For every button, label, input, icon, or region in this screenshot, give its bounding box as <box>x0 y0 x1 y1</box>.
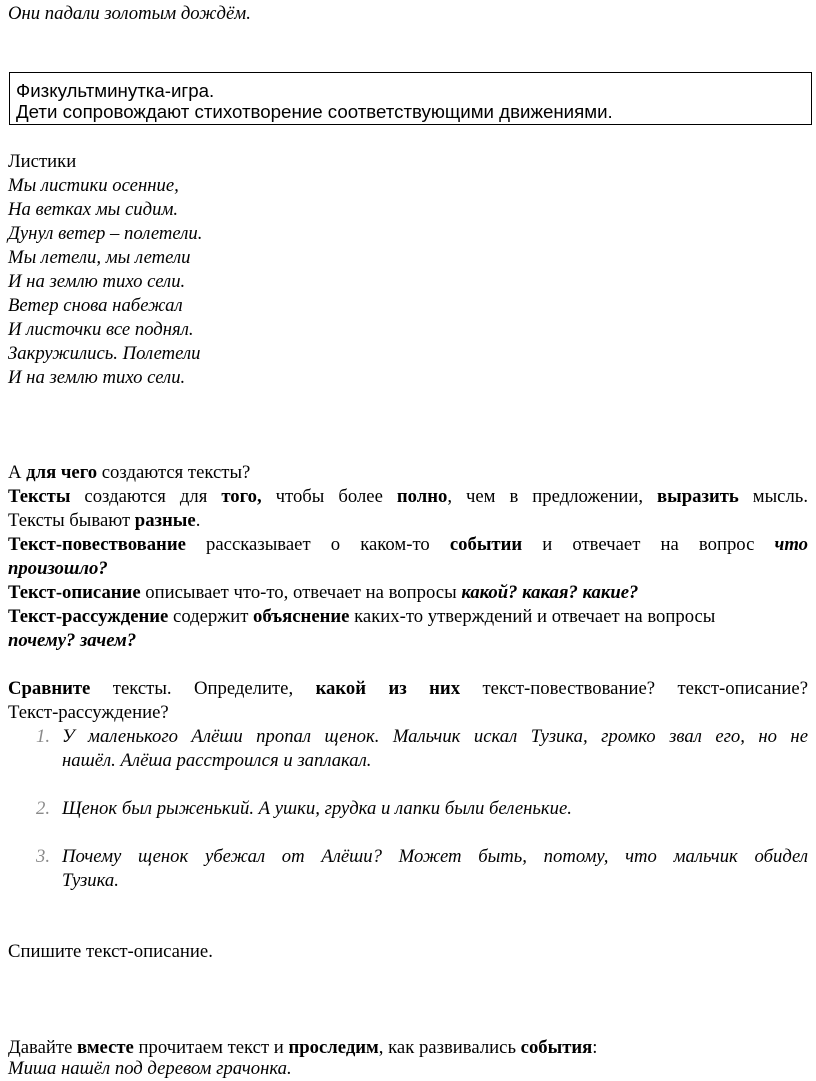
poem-line: Мы листики осенние, <box>8 175 179 196</box>
compare-task: Сравните тексты. Определите, какой из них текст-повествование? текст-описание? <box>8 678 808 699</box>
poem-line: На ветках мы сидим. <box>8 199 179 220</box>
poem-line: Ветер снова набежал <box>8 295 183 316</box>
definition-texts: Тексты создаются для того, чтобы более полно, чем в предложении, выразить мысль. <box>8 486 808 507</box>
story-first-line: Миша нашёл под деревом грачонка. <box>8 1058 292 1079</box>
list-item: Почему щенок убежал от Алёши? Может быть, потому, что мальчик обидел <box>62 846 808 867</box>
list-item: У маленького Алёши пропал щенок. Мальчик искал Тузика, громко звал его, но не <box>62 726 808 747</box>
list-number: 2. <box>36 798 51 819</box>
narration-definition: Текст-повествование рассказывает о каком-то событии и отвечает на вопрос что <box>8 534 808 555</box>
list-item-continuation: нашёл. Алёша расстроился и заплакал. <box>62 750 372 771</box>
box-text: Дети сопровождают стихотворение соответствующими движениями. <box>16 101 613 122</box>
poem-line: Дунул ветер – полетели. <box>8 223 203 244</box>
list-number: 1. <box>36 726 51 747</box>
question-line: А для чего создаются тексты? <box>8 462 251 483</box>
poem-line: Мы летели, мы летели <box>8 247 191 268</box>
reasoning-definition: Текст-рассуждение содержит объяснение каких-то утверждений и отвечает на вопросы <box>8 606 716 627</box>
box-title: Физкультминутка-игра. <box>16 80 215 101</box>
poem-line: Закружились. Полетели <box>8 343 201 364</box>
poem-title: Листики <box>8 151 77 172</box>
description-definition: Текст-описание описывает что-то, отвечает на вопросы какой? какая? какие? <box>8 582 639 603</box>
list-number: 3. <box>36 846 51 867</box>
exercise-box <box>9 72 812 125</box>
final-instruction: Давайте вместе прочитаем текст и проследим, как развивались события: <box>8 1037 598 1058</box>
poem-line: И на землю тихо сели. <box>8 367 186 388</box>
top-line: Они падали золотым дождём. <box>8 3 251 24</box>
texts-vary: Тексты бывают разные. <box>8 510 201 531</box>
reasoning-question: почему? зачем? <box>8 630 137 651</box>
poem-line: И листочки все поднял. <box>8 319 194 340</box>
narration-question: произошло? <box>8 558 108 579</box>
poem-line: И на землю тихо сели. <box>8 271 186 292</box>
compare-task-end: Текст-рассуждение? <box>8 702 169 723</box>
list-item: Щенок был рыженький. А ушки, грудка и лапки были беленькие. <box>62 798 572 819</box>
copy-task: Спишите текст-описание. <box>8 941 213 962</box>
list-item-continuation: Тузика. <box>62 870 119 891</box>
